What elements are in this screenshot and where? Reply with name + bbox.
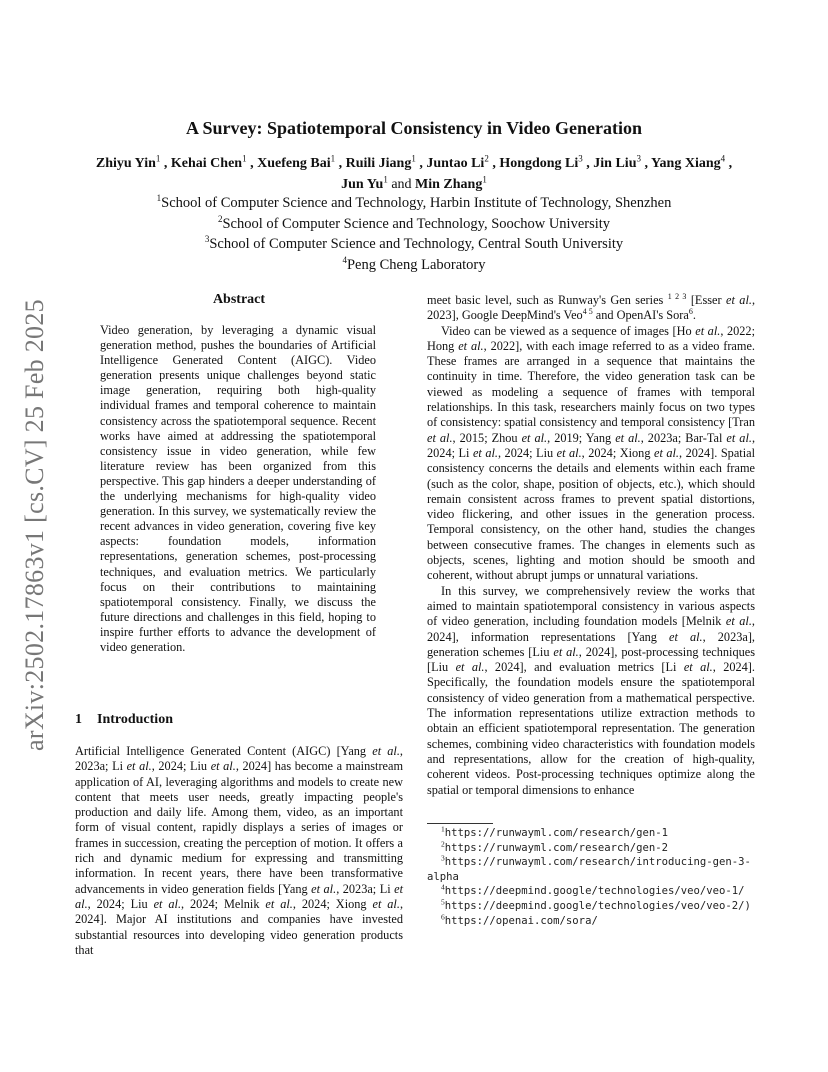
author	[650, 153, 726, 171]
author-name: Ruili Jiang	[345, 156, 412, 171]
author	[170, 153, 247, 171]
author-affiliation-mark: 4	[720, 153, 726, 164]
author-name: Juntao Li	[426, 156, 485, 171]
footnote	[427, 826, 767, 841]
author	[415, 174, 487, 192]
intro-paragraph-3: In this survey, we comprehensively review the works that aimed to maintain spatiotemporal consistency in various aspects of video generation, including foundation models [Melnik et al., 2024], information representations [Yang et al., 2023a], generation schemes [Liu et al., 2024], post-processing techniques [Liu et al., 2024], and evaluation metrics [Li et al., 2024]. Specifically, the foundation models ensure the spatiotemporal consistency of video generation from a mathematical perspective. The information representations utilize extraction methods to obtain an efficient spatiotemporal representation. The generation schemes, combining video characteristics with foundation models and representations, allow for the creation of high-quality, coherent videos. Post-processing techniques optimize along the spatial or temporal dimensions to enhance	[427, 583, 755, 797]
author-name: Min Zhang	[415, 177, 483, 192]
intro-paragraph-2: Video can be viewed as a sequence of images [Ho et al., 2022; Hong et al., 2022], with each image referred to as a video frame. These frames are arranged in a sequence that maintains the continuity in time. Therefore, the video generation task can be viewed as modeling a sequence of frames with temporal relationships. In this task, researchers mainly focus on two types of consistency: spatial consistency and temporal consistency [Tran et al., 2015; Zhou et al., 2019; Yang et al., 2023a; Bar-Tal et al., 2024; Li et al., 2024; Liu et al., 2024; Xiong et al., 2024]. Spatial consistency concerns the details and elements within each frame (such as the color, shape, position of objects, etc.), which should remain consistent across frames to prevent spatial distortions, video flickering, and other issues in the generation process. Temporal consistency, on the other hand, studies the changes between consecutive frames. The changes in elements such as objects, scenes, lighting and motion should be smooth and coherent, without abrupt jumps or unnatural variations.	[427, 323, 756, 583]
footnote-link[interactable]: https://runwayml.com/research/gen-2	[444, 841, 668, 854]
author-affiliation-mark: 1	[155, 153, 161, 164]
footnote-link[interactable]: https://deepmind.google/technologies/veo/veo-1/	[444, 885, 745, 898]
footnote-rule	[427, 823, 493, 824]
intro-paragraph-1-cont: meet basic level, such as Runway's Gen series $^{1 2 3}$ [Esser et al., 2023], Google DeepMind's Veo$^{4 5}$ and OpenAI's Sora$^6$.	[427, 291, 756, 323]
footnote-link[interactable]: https://openai.com/sora/	[444, 914, 598, 927]
author	[499, 153, 583, 171]
affiliation-text: Peng Cheng Laboratory	[346, 256, 486, 273]
footnote-list	[427, 826, 767, 928]
affiliation	[80, 234, 748, 255]
affiliation-number: 1	[156, 193, 162, 204]
author	[345, 153, 416, 171]
footnote-number: 6	[441, 912, 445, 922]
footnote	[427, 841, 767, 856]
affiliation-number: 2	[217, 213, 223, 224]
arxiv-stamp	[20, 285, 50, 765]
author-affiliation-mark: 3	[636, 153, 641, 164]
footnote-number: 4	[441, 882, 445, 892]
author-affiliation-mark: 3	[578, 153, 583, 164]
author-name: Yang Xiang	[650, 156, 721, 171]
section-number: 1	[75, 712, 82, 727]
paper-title: A Survey: Spatiotemporal Consistency in Video Generation	[185, 118, 642, 138]
footnote	[427, 855, 767, 884]
author-and: and	[387, 177, 416, 192]
section-heading-introduction	[75, 712, 173, 728]
footnote-link[interactable]: https://deepmind.google/technologies/veo/veo-2/)	[444, 899, 751, 912]
author	[341, 174, 388, 192]
author-name: Jun Yu	[341, 177, 384, 192]
footnote-number: 5	[441, 897, 445, 907]
affiliation-text: School of Computer Science and Technology, Central South University	[209, 236, 624, 252]
author-name: Kehai Chen	[170, 156, 243, 171]
affiliation-text: School of Computer Science and Technology, Harbin Institute of Technology, Shenzhen	[161, 195, 672, 211]
footnote-number: 1	[441, 824, 445, 834]
affiliation-text: School of Computer Science and Technology, Soochow University	[222, 215, 611, 232]
author-name: Jin Liu	[593, 156, 637, 171]
abstract-text: Video generation, by leveraging a dynamic visual generation method, pushes the boundaries of Artificial Intelligence Generated Content (AIGC). Video generation presents unique challenges beyond static image generation, requiring both high-quality individual frames and temporal coherence to maintain consistency across the spatiotemporal sequence. Recent works have aimed at addressing the spatiotemporal consistency issue in video generation, while few literature review has been organized from this perspective. This gap hinders a deeper understanding of the underlying mechanisms for high-quality video generation. In this survey, we systematically review the recent advances in video generation, covering five key aspects: foundation models, information representations, generation schemes, post-processing techniques, and evaluation metrics. We particularly focus on their contributions to maintaining spatiotemporal consistency. Finally, we discuss the future directions and challenges in this field, hoping to inspire further efforts to advance the development of video generation.	[100, 323, 376, 654]
affiliation-number: 3	[204, 234, 210, 245]
arxiv-stamp-text: arXiv:2502.17863v1 [cs.CV] 25 Feb 2025	[20, 299, 49, 751]
author	[426, 153, 489, 171]
affiliation-number: 4	[342, 254, 347, 265]
right-column-text	[427, 293, 755, 798]
footnote-number: 3	[441, 853, 445, 863]
footnote-link[interactable]: https://runwayml.com/research/introducing-gen-3-alpha	[427, 856, 751, 883]
affiliation-list	[80, 193, 748, 275]
footnote-number: 2	[441, 839, 445, 849]
author-affiliation-mark: 1	[330, 153, 336, 164]
intro-paragraph-1: Artificial Intelligence Generated Content (AIGC) [Yang et al., 2023a; Li et al., 2024; Liu et al., 2024] has become a mainstream application of AI, leveraging algorithms and models to create new content that meets user needs, greatly impacting people's production and daily life. Among them, video, as an important form of visual content, rapidly displays a series of images or frames in succession, creating the perception of motion. It offers a rich and dynamic medium for expressing and transmitting information. In recent years, there have been transformative advancements in video generation fields [Yang et al., 2023a; Li et al., 2024; Liu et al., 2024; Melnik et al., 2024; Xiong et al., 2024]. Major AI institutions and companies have invested substantial resources into developing video generation products that	[75, 744, 404, 957]
author-affiliation-mark: 2	[484, 153, 489, 164]
footnote	[427, 914, 767, 929]
author	[95, 153, 161, 171]
affiliation	[80, 193, 748, 214]
author-affiliation-mark: 1	[482, 174, 487, 185]
author-affiliation-mark: 1	[242, 153, 247, 164]
footnote	[427, 899, 767, 914]
author-list: Zhiyu Yin$^1$ , Kehai Chen$^1$ , Xuefeng Bai$^1$ , Ruili Jiang$^1$ , Juntao Li$^2$ , Hongdong Li$^3$ , Jin Liu$^3$ , Yang Xiang$^4$ , Jun Yu$^1$ and Min Zhang$^1$	[95, 153, 733, 192]
author-affiliation-mark: 1	[383, 174, 388, 185]
abstract-heading: Abstract	[212, 292, 266, 307]
affiliation	[80, 214, 748, 235]
footnote	[427, 884, 767, 899]
section-title: Introduction	[97, 712, 173, 727]
author-affiliation-mark: 1	[411, 153, 416, 164]
footnote-link[interactable]: https://runwayml.com/research/gen-1	[444, 827, 668, 839]
author-name: Xuefeng Bai	[257, 156, 331, 171]
author-name: Hongdong Li	[499, 156, 579, 171]
affiliation	[80, 255, 748, 276]
author-name: Zhiyu Yin	[95, 156, 156, 171]
author	[257, 153, 336, 171]
author	[593, 153, 641, 171]
